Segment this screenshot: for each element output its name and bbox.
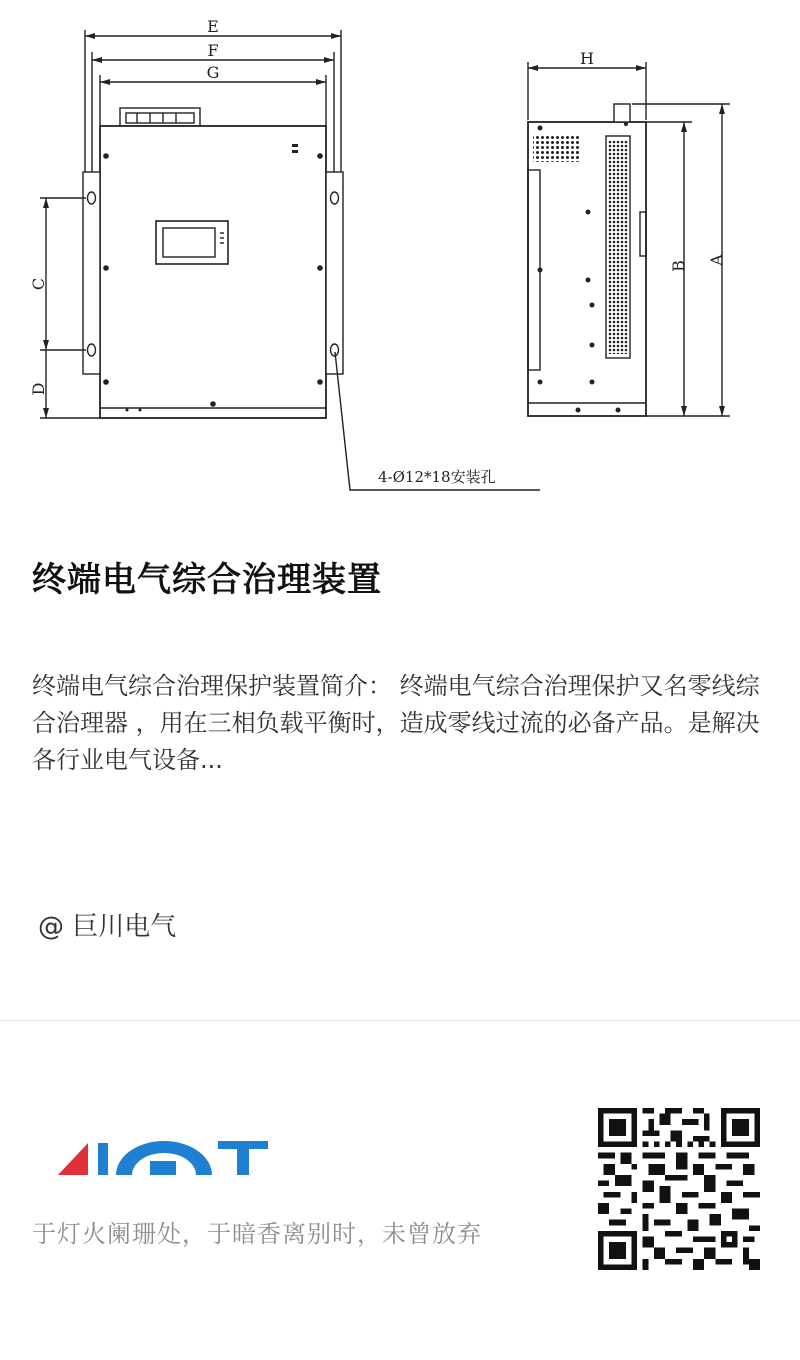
dim-label-c: C (29, 277, 48, 291)
mounting-hole-note: 4-Ø12*18安装孔 (378, 468, 496, 486)
section-divider (0, 1020, 800, 1021)
dim-label-b: B (669, 260, 688, 272)
article-author[interactable]: @ 巨川电气 (38, 912, 177, 942)
product-dimension-drawing (0, 0, 800, 520)
dim-label-d: D (29, 382, 48, 396)
article-title: 终端电气综合治理装置 (32, 560, 382, 600)
footer-slogan: 于灯火阑珊处，于暗香离别时，未曾放弃 (32, 1220, 482, 1248)
article-description: 终端电气综合治理保护装置简介： 终端电气综合治理保护又名零线综合治理器 ，用在三相负载平衡时，造成零线过流的必备产品。是解决各行业电气设备... (32, 672, 760, 774)
dim-label-a: A (707, 254, 726, 266)
dim-label-g: G (206, 63, 220, 82)
dim-label-f: F (207, 41, 219, 60)
dim-label-e: E (207, 17, 219, 36)
dim-label-h: H (580, 49, 594, 68)
qr-code[interactable] (598, 1108, 760, 1270)
brand-logo (58, 1135, 273, 1175)
